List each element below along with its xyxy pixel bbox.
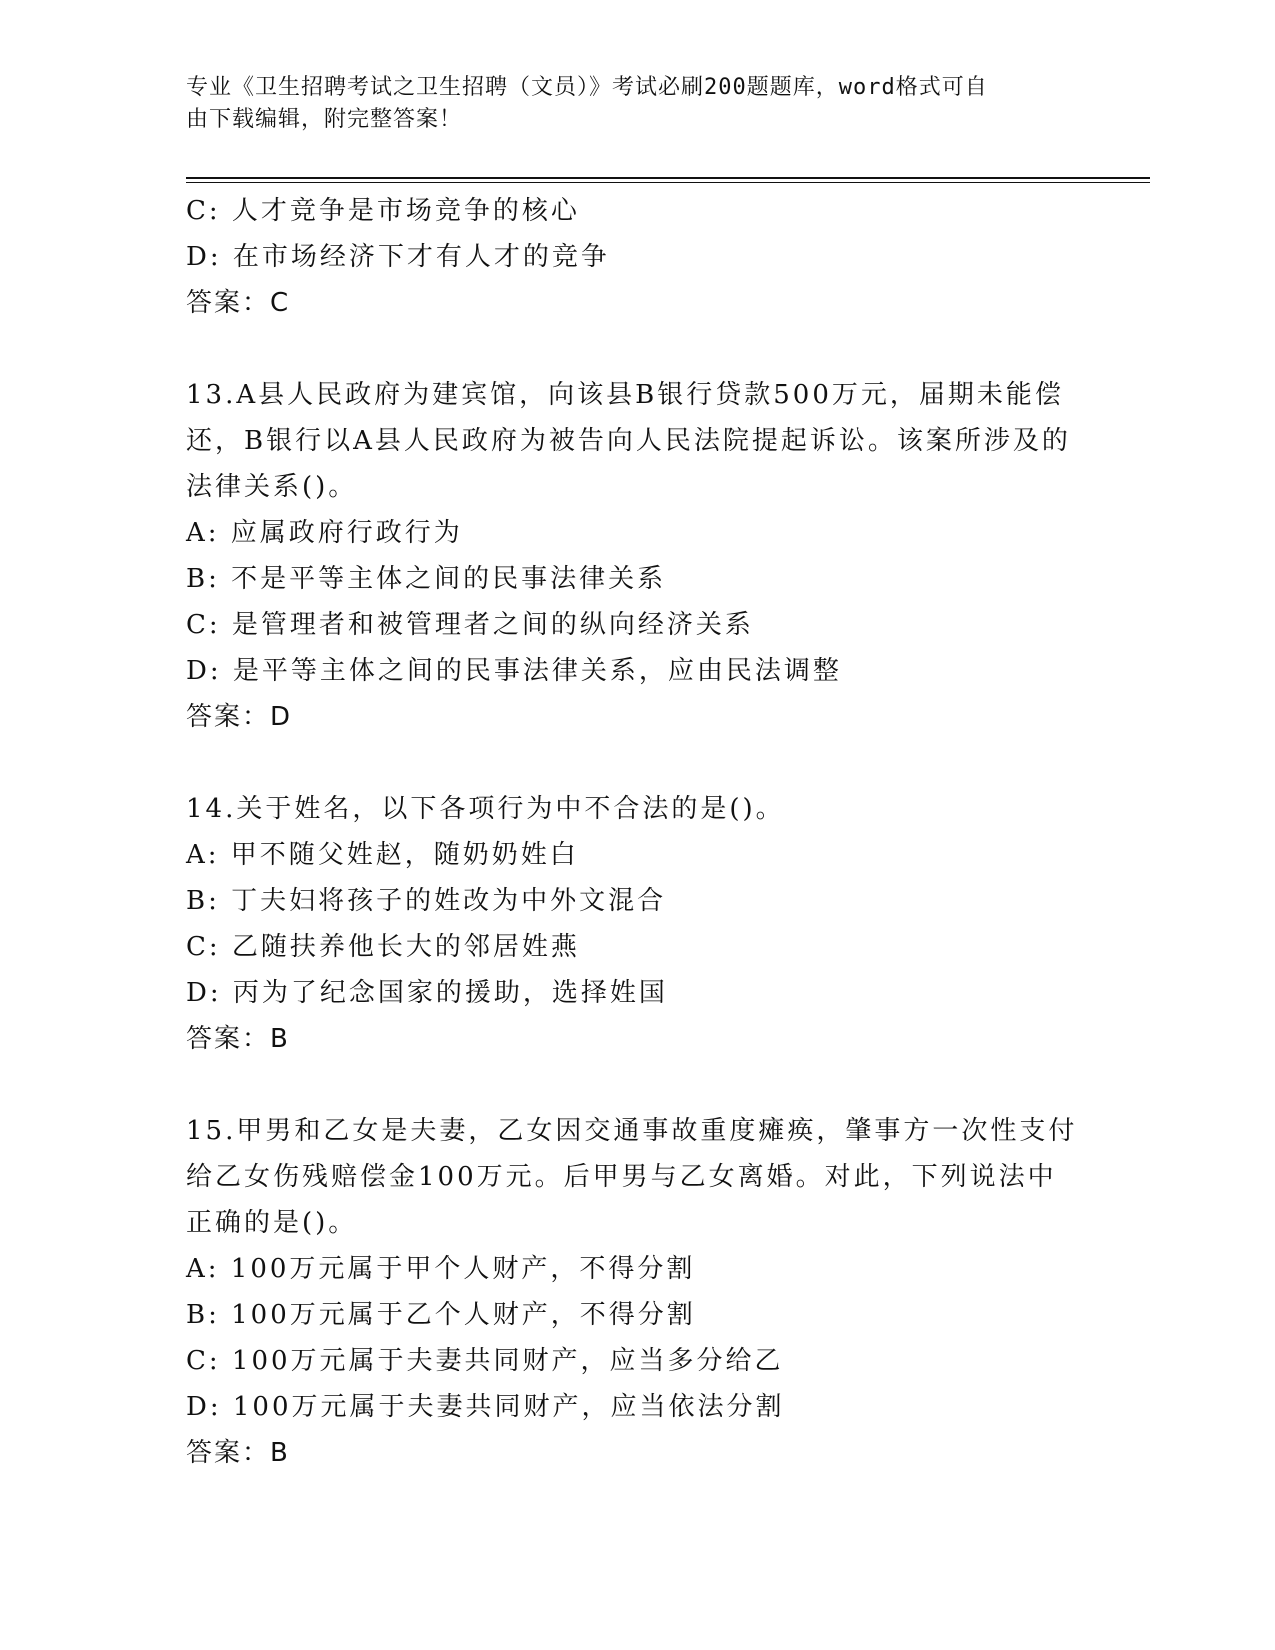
question-stem-line: 给乙女伤残赔偿金100万元。后甲男与乙女离婚。对此，下列说法中 bbox=[186, 1162, 1057, 1192]
option-d: D: 100万元属于夫妻共同财产，应当依法分割 bbox=[186, 1392, 785, 1422]
question-stem-line: 14.关于姓名，以下各项行为中不合法的是()。 bbox=[186, 794, 785, 824]
option-c: C: 100万元属于夫妻共同财产，应当多分给乙 bbox=[186, 1346, 784, 1376]
header-divider-thin bbox=[186, 182, 1150, 183]
option-b: B: 不是平等主体之间的民事法律关系 bbox=[186, 564, 667, 594]
question-stem-line: 法律关系()。 bbox=[186, 472, 358, 502]
option-c: C: 是管理者和被管理者之间的纵向经济关系 bbox=[186, 610, 754, 640]
spacer bbox=[186, 740, 1086, 786]
option-d: D: 是平等主体之间的民事法律关系，应由民法调整 bbox=[186, 656, 842, 686]
question-15 bbox=[186, 1108, 1086, 1476]
answer-line: 答案：B bbox=[186, 1438, 290, 1468]
option-b: B: 100万元属于乙个人财产，不得分割 bbox=[186, 1300, 696, 1330]
option-d: D: 在市场经济下才有人才的竞争 bbox=[186, 242, 610, 272]
header-divider-thick bbox=[186, 177, 1150, 179]
prev-question-block bbox=[186, 188, 1086, 326]
question-stem-line: 13.A县人民政府为建宾馆，向该县B银行贷款500万元，届期未能偿 bbox=[186, 380, 1064, 410]
answer-line: 答案：D bbox=[186, 702, 293, 732]
question-13 bbox=[186, 372, 1086, 740]
question-14 bbox=[186, 786, 1086, 1062]
document-header bbox=[186, 72, 1066, 136]
spacer bbox=[186, 326, 1086, 372]
question-stem-line: 正确的是()。 bbox=[186, 1208, 358, 1238]
option-b: B: 丁夫妇将孩子的姓改为中外文混合 bbox=[186, 886, 667, 916]
header-line-1: 专业《卫生招聘考试之卫生招聘（文员）》考试必刷200题题库，word格式可自 bbox=[186, 75, 988, 100]
option-c: C: 人才竞争是市场竞争的核心 bbox=[186, 196, 580, 226]
option-a: A: 甲不随父姓赵，随奶奶姓白 bbox=[186, 840, 579, 870]
answer-line: 答案：C bbox=[186, 288, 291, 318]
option-a: A: 应属政府行政行为 bbox=[186, 518, 463, 548]
question-stem-line: 还，B银行以A县人民政府为被告向人民法院提起诉讼。该案所涉及的 bbox=[186, 426, 1071, 456]
option-c: C: 乙随扶养他长大的邻居姓燕 bbox=[186, 932, 580, 962]
answer-line: 答案：B bbox=[186, 1024, 290, 1054]
spacer bbox=[186, 1062, 1086, 1108]
option-a: A: 100万元属于甲个人财产，不得分割 bbox=[186, 1254, 696, 1284]
question-list bbox=[186, 188, 1086, 1476]
header-line-2: 由下载编辑，附完整答案！ bbox=[186, 107, 463, 132]
question-stem-line: 15.甲男和乙女是夫妻，乙女因交通事故重度瘫痪，肇事方一次性支付 bbox=[186, 1116, 1078, 1146]
option-d: D: 丙为了纪念国家的援助，选择姓国 bbox=[186, 978, 668, 1008]
